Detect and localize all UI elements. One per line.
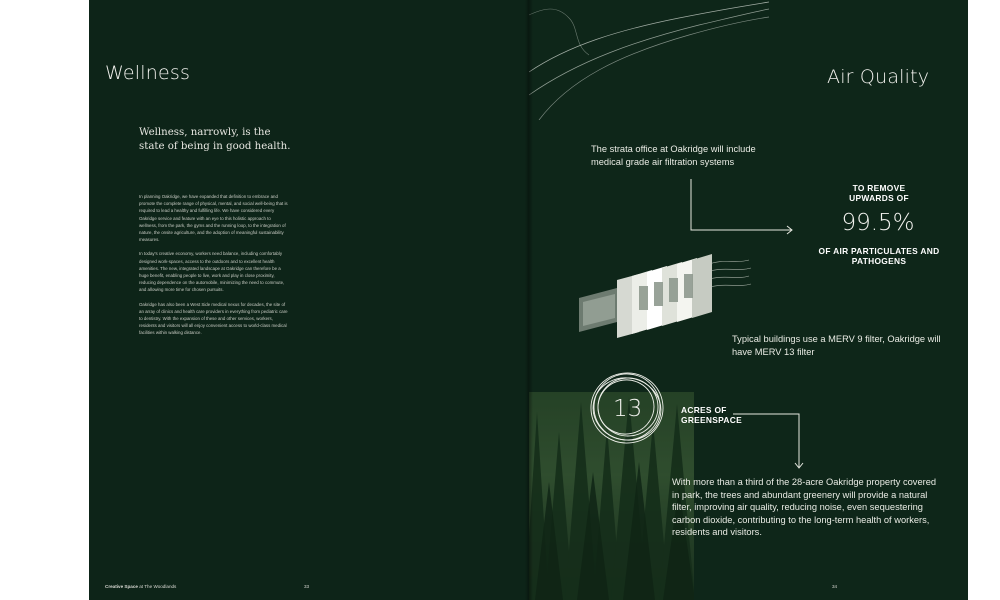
body-copy [139, 193, 289, 344]
intro-text: Wellness, narrowly, is the state of being in good health. [139, 127, 291, 152]
spread-gutter [525, 0, 533, 600]
acres-label: ACRES OF GREENSPACE [681, 405, 743, 425]
body-paragraph: In today's creative economy, workers need balance, including comfortably designed work-spaces, access to the outdoors and to excellent health amenities. The new, integrated landscape at Oakridge can therefore be a huge benefit, enabling people to live, work and play in close proximity, reducing dependence on the automobile, minimizing the need to commute, and allowing more time for chosen pursuits. [139, 251, 285, 293]
page-number-right: 34 [832, 584, 838, 589]
elbow-arrow-icon [689, 177, 799, 237]
acres-number: 13 [613, 396, 643, 422]
air-filter-icon [577, 250, 752, 345]
page-number-left: 33 [304, 584, 310, 589]
greenspace-text: With more than a third of the 28-acre Oakridge property covered in park, the trees and abundant greenery will provide a natural filter, improving air quality, reducing noise, even sequestering carbon dioxide, contributing to the long-term health of workers, residents and visitors. [672, 477, 937, 537]
footer-bold: Creative Space [105, 584, 138, 589]
stat-caption-bottom: OF AIR PARTICULATES AND PATHOGENS [818, 246, 940, 266]
page-title-wellness: Wellness [105, 62, 191, 84]
strata-text: The strata office at Oakridge will include medical grade air filtration systems [591, 144, 756, 167]
footer-label [105, 584, 176, 589]
left-page [89, 0, 529, 600]
footer-rest: at The Woodlands [137, 584, 177, 589]
magazine-spread [89, 0, 968, 600]
decorative-lines-icon [529, 0, 769, 120]
body-paragraph: Oakridge has also been a West Side medical nexus for decades, the site of an array of clinics and health care providers in everything from pediatric care to dentistry. With the expansion of these and other services, workers, residents and visitors will all enjoy convenient access to world-class medical facilities within walking distance. [139, 301, 288, 336]
right-page [529, 0, 968, 600]
stat-caption-top: TO REMOVE UPWARDS OF [849, 183, 909, 203]
elbow-arrow-icon [731, 412, 811, 474]
stat-value: 99.5% [841, 210, 915, 236]
merv-text: Typical buildings use a MERV 9 filter, Oakridge will have MERV 13 filter [732, 334, 941, 357]
body-paragraph: In planning Oakridge, we have expanded that definition to embrace and promote the complete range of physical, mental, and social well-being that is required to lead a healthy and fulfilling life. We have considered every Oakridge service and feature with an eye to this holistic approach to wellness, from the park, the gyms and the running loop, to the integration of nature, the onsite agriculture, and the adoption of meaningful sustainability measures. [139, 194, 288, 243]
page-title-air-quality: Air Quality [827, 66, 930, 88]
